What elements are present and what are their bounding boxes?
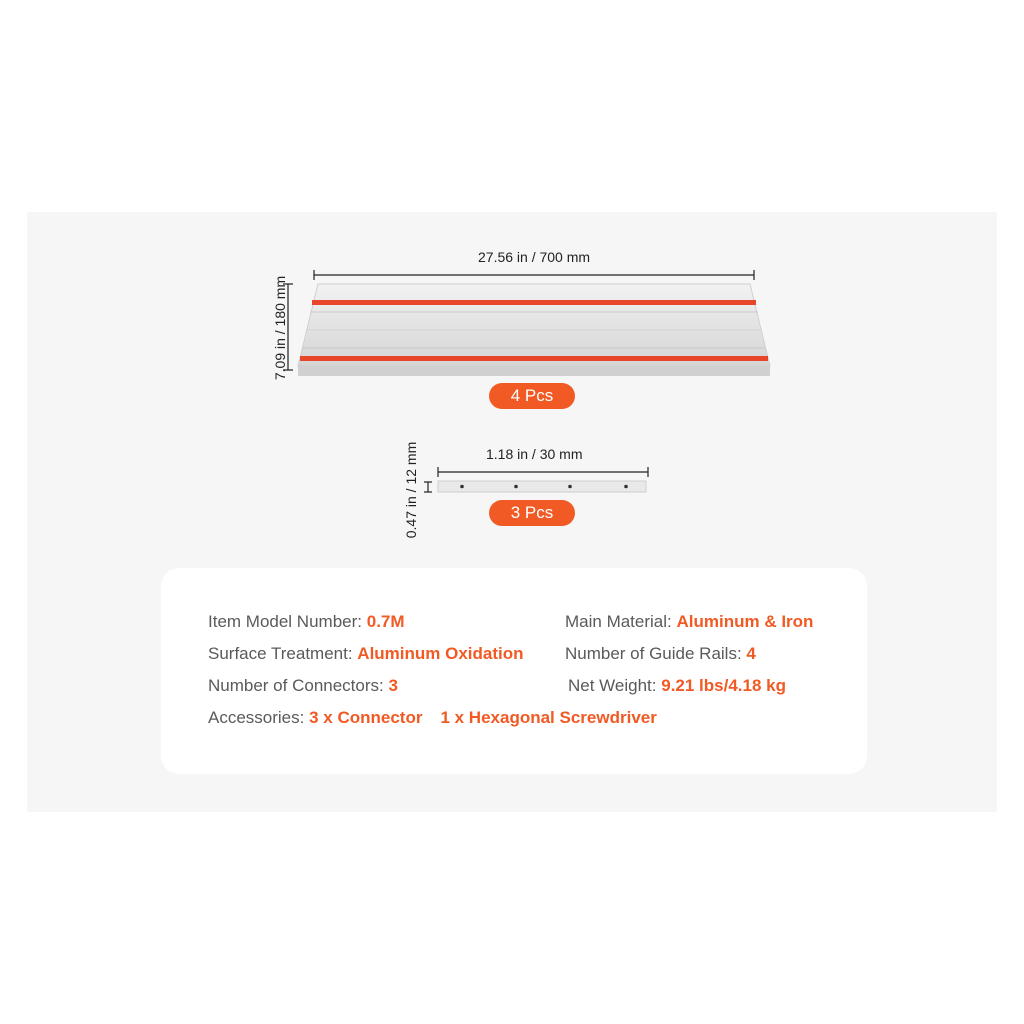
spec-surface-treatment (208, 644, 524, 664)
spec-model-number-value: 0.7M (366, 612, 405, 631)
spec-surface-treatment-label: Surface Treatment: (208, 644, 358, 663)
spec-net-weight-label: Net Weight: (568, 676, 662, 695)
spec-accessories (208, 708, 657, 728)
spec-model-number-label: Item Model Number: (208, 612, 367, 631)
rail-quantity-badge: 4 Pcs (489, 383, 575, 409)
connector-height-label: 0.47 in / 12 mm (403, 441, 419, 539)
rail-edge (298, 366, 770, 376)
rail-body (298, 284, 770, 366)
rail-bottom-red-strip (300, 356, 768, 361)
spec-main-material-label: Main Material: (565, 612, 677, 631)
rail-width-label: 7.09 in / 180 mm (272, 275, 288, 381)
spec-accessories-value-1: 3 x Connector (309, 708, 423, 727)
spec-model-number (208, 612, 405, 632)
rail-top-red-strip (312, 300, 756, 305)
guide-rail-illustration (280, 262, 780, 380)
spec-net-weight (568, 676, 786, 696)
spec-surface-treatment-value: Aluminum Oxidation (357, 644, 524, 663)
connector-illustration (420, 466, 652, 496)
connector-bar (438, 481, 646, 492)
connector-length-label: 1.18 in / 30 mm (486, 446, 583, 462)
connector-quantity-badge: 3 Pcs (489, 500, 575, 526)
spec-main-material (565, 612, 813, 632)
spec-connectors-label: Number of Connectors: (208, 676, 389, 695)
spec-guide-rails (565, 644, 756, 664)
spec-guide-rails-label: Number of Guide Rails: (565, 644, 747, 663)
spec-accessories-label: Accessories: (208, 708, 310, 727)
spec-accessories-value-2: 1 x Hexagonal Screwdriver (440, 708, 657, 727)
specifications-card (161, 568, 867, 774)
spec-connectors (208, 676, 398, 696)
spec-net-weight-value: 9.21 lbs/4.18 kg (661, 676, 786, 695)
spec-main-material-value: Aluminum & Iron (676, 612, 814, 631)
spec-connectors-value: 3 (388, 676, 398, 695)
rail-length-label: 27.56 in / 700 mm (478, 249, 591, 265)
spec-guide-rails-value: 4 (746, 644, 756, 663)
